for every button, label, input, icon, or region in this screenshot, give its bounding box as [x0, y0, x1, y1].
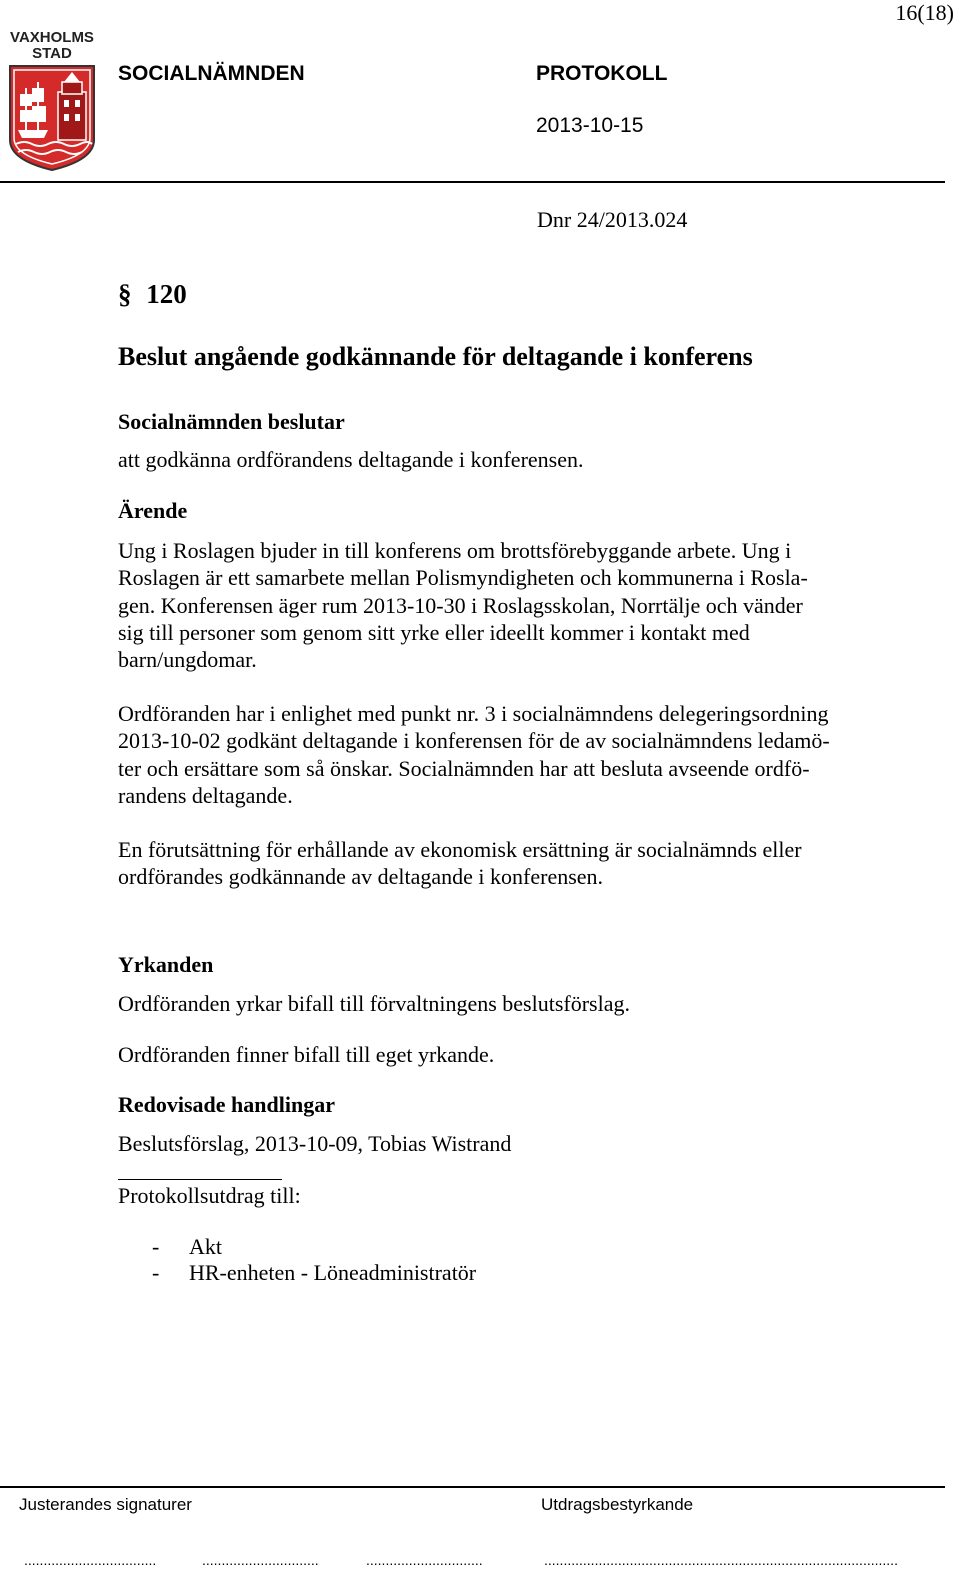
- matter-heading: Ärende: [118, 498, 188, 523]
- documents-heading: Redovisade handlingar: [118, 1092, 335, 1117]
- list-bullet: -: [152, 1234, 160, 1259]
- matter-paragraph-2: [118, 700, 898, 809]
- text-line: ter och ersättare som så önskar. Socialnämnden har att besluta avseende ordfö-: [118, 755, 810, 781]
- document-type: PROTOKOLL: [536, 62, 668, 85]
- text-line: gen. Konferensen äger rum 2013-10-30 i Roslagsskolan, Norrtälje och vänder: [118, 592, 803, 618]
- header-divider: [0, 181, 945, 183]
- section-sign: §: [118, 279, 132, 309]
- logo-text-line-2: STAD: [32, 45, 72, 62]
- short-divider: [118, 1179, 282, 1180]
- page-title: Beslut angående godkännande för deltagande i konferens: [118, 342, 753, 371]
- text-line: ordförandes godkännande av deltagande i konferensen.: [118, 864, 604, 890]
- organization-name: SOCIALNÄMNDEN: [118, 62, 305, 85]
- text-line: En förutsättning för erhållande av ekonomisk ersättning är socialnämnds eller: [118, 837, 802, 862]
- motion-line-1: Ordföranden yrkar bifall till förvaltningens beslutsförslag.: [118, 991, 630, 1016]
- extract-certification-label: Utdragsbestyrkande: [541, 1495, 694, 1514]
- decision-text: att godkänna ordförandens deltagande i konferensen.: [118, 447, 584, 472]
- text-line: Ung i Roslagen bjuder in till konferens om brottsförebyggande arbete. Ung i: [118, 538, 792, 563]
- list-bullet: -: [152, 1260, 160, 1285]
- documents-text: Beslutsförslag, 2013-10-09, Tobias Wistrand: [118, 1131, 512, 1156]
- text-line: barn/ungdomar.: [118, 647, 257, 673]
- motion-line-2: Ordföranden finner bifall till eget yrkande.: [118, 1042, 495, 1067]
- list-item: HR-enheten - Löneadministratör: [189, 1260, 477, 1285]
- list-item: Akt: [189, 1234, 222, 1259]
- signature-line-2: ..............................: [202, 1552, 319, 1568]
- text-line: 2013-10-02 godkänt deltagande i konferensen för de av socialnämndens ledamö-: [118, 728, 830, 754]
- footer-divider: [0, 1486, 945, 1488]
- paragraph-number-value: 120: [146, 279, 187, 309]
- text-line: sig till personer som genom sitt yrke eller ideellt kommer i kontakt med: [118, 619, 750, 645]
- signature-line-1: ..................................: [24, 1552, 157, 1568]
- matter-paragraph-3: [118, 836, 898, 891]
- text-line: Roslagen är ett samarbete mellan Polismyndigheten och kommunerna i Rosla-: [118, 565, 808, 591]
- matter-paragraph-1: [118, 537, 898, 673]
- motions-heading: Yrkanden: [118, 952, 214, 977]
- signature-line-3: ..............................: [366, 1552, 483, 1568]
- decision-heading: Socialnämnden beslutar: [118, 409, 345, 434]
- document-date: 2013-10-15: [536, 114, 644, 137]
- reference-number: Dnr 24/2013.024: [537, 207, 688, 232]
- signatures-label: Justerandes signaturer: [19, 1495, 192, 1514]
- logo-text-line-1: VAXHOLMS: [10, 29, 94, 46]
- text-line: randens deltagande.: [118, 782, 293, 808]
- page-number: 16(18): [895, 0, 954, 25]
- signature-line-4: ...........................................................................................: [544, 1552, 898, 1568]
- text-line: Ordföranden har i enlighet med punkt nr. 3 i socialnämndens delegeringsordning: [118, 701, 829, 726]
- distribution-label: Protokollsutdrag till:: [118, 1183, 301, 1208]
- logo-text: [6, 30, 98, 62]
- paragraph-number: [118, 279, 187, 310]
